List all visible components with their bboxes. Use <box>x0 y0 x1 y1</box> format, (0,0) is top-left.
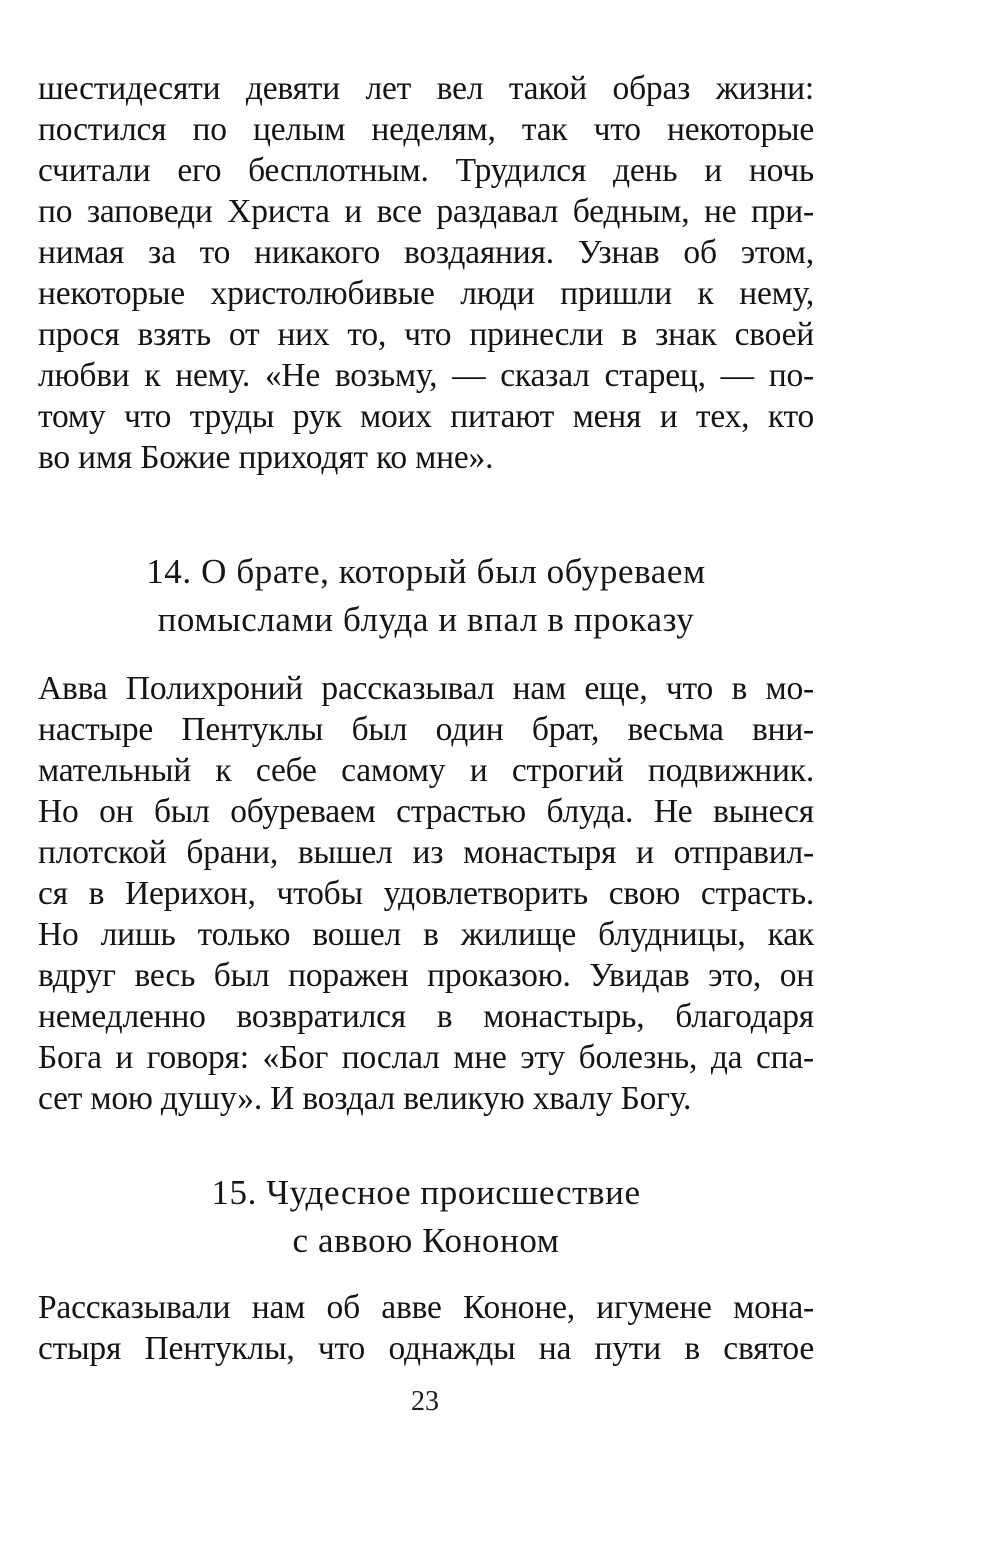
text-line: стыря Пентуклы, что однажды на пути в святое <box>38 1330 814 1367</box>
section-14-paragraph <box>38 668 814 1119</box>
heading-line: с аввою Кононом <box>292 1221 560 1260</box>
page-body <box>38 68 814 1369</box>
text-line: постился по целым неделям, так что некоторые <box>38 111 814 148</box>
text-line: Рассказывали нам об авве Кононе, игумене мона- <box>38 1289 814 1326</box>
text-line: прося взять от них то, что принесли в знак своей <box>38 316 814 353</box>
text-line: сет мою душу». И воздал великую хвалу Богу. <box>38 1080 692 1117</box>
text-line: считали его бесплотным. Трудился день и ночь <box>38 152 814 189</box>
text-line: по заповеди Христа и все раздавал бедным, не при- <box>38 193 814 230</box>
heading-line: помыслами блуда и впал в проказу <box>157 600 695 639</box>
text-line: немедленно возвратился в монастырь, благодаря <box>38 998 814 1035</box>
text-line: Авва Полихроний рассказывал нам еще, что в мо- <box>38 670 814 707</box>
page-number: 23 <box>411 1386 439 1417</box>
text-line: Бога и говоря: «Бог послал мне эту болезнь, да спа- <box>38 1039 814 1076</box>
text-line: вдруг весь был поражен проказою. Увидав это, он <box>38 957 814 994</box>
text-line: ся в Иерихон, чтобы удовлетворить свою страсть. <box>38 875 814 912</box>
text-line: тому что труды рук моих питают меня и тех, кто <box>38 398 814 435</box>
heading-line: 15. Чудесное происшествие <box>211 1173 641 1212</box>
heading-line: 14. О брате, который был обуреваем <box>146 552 706 591</box>
text-line: некоторые христолюбивые люди пришли к нему, <box>38 275 814 312</box>
text-line: настыре Пентуклы был один брат, весьма вни- <box>38 711 814 748</box>
text-line: нимая за то никакого воздаяния. Узнав об этом, <box>38 234 814 271</box>
section-14-heading <box>38 548 814 644</box>
text-line: любви к нему. «Не возьму, — сказал старец, — по- <box>38 357 814 394</box>
paragraph-1 <box>38 68 814 478</box>
section-15-heading <box>38 1169 814 1265</box>
text-line: Но он был обуреваем страстью блуда. Не вынеся <box>38 793 814 830</box>
text-line: мательный к себе самому и строгий подвижник. <box>38 752 814 789</box>
text-line: во имя Божие приходят ко мне». <box>38 439 494 476</box>
text-line: шестидесяти девяти лет вел такой образ жизни: <box>38 70 814 107</box>
text-line: плотской брани, вышел из монастыря и отправил- <box>38 834 814 871</box>
section-15-paragraph <box>38 1287 814 1369</box>
text-line: Но лишь только вошел в жилище блудницы, как <box>38 916 814 953</box>
